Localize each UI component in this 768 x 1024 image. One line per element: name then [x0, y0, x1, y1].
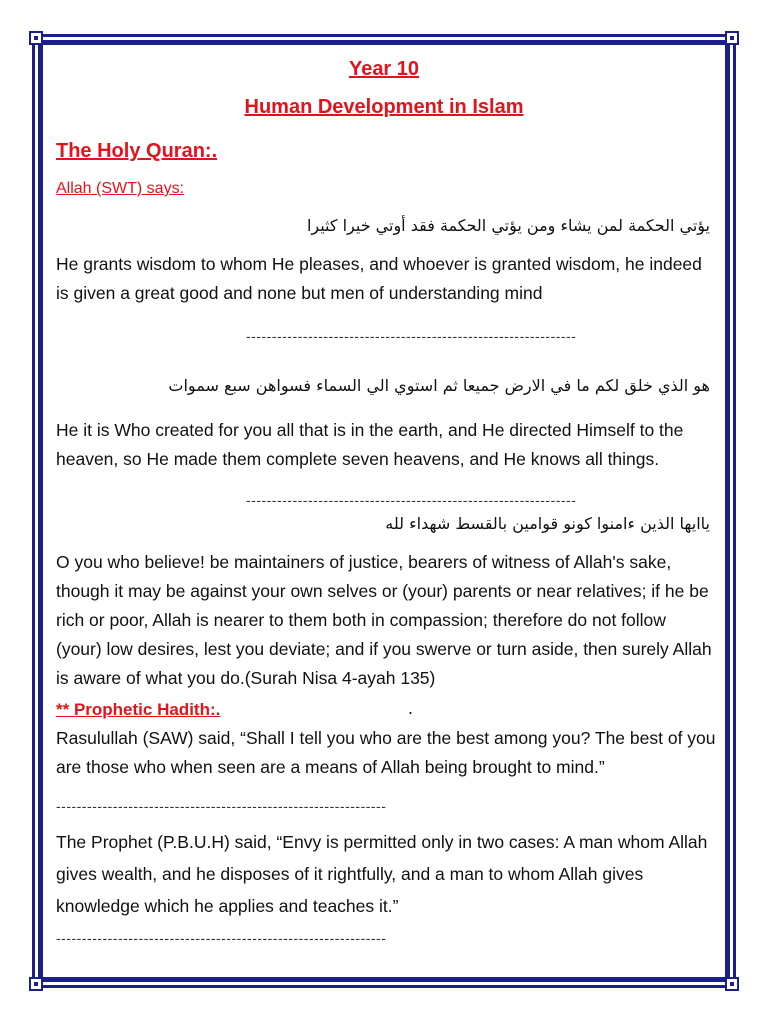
corner-ornament-bottom-left — [29, 977, 43, 991]
verse-2-english: He it is Who created for you all that is in the earth, and He directed Himself to the heaven, so He made them complete seven heavens, and He knows all things. — [56, 420, 684, 469]
year-title: Year 10 — [348, 58, 420, 80]
corner-ornament-bottom-right — [725, 977, 739, 991]
quran-heading: The Holy Quran:. — [56, 140, 218, 162]
verse-1-arabic: يؤتي الحكمة لمن يشاء ومن يؤتي الحكمة فقد أوتي خيرا كثيرا — [306, 216, 710, 235]
corner-ornament-top-right — [725, 31, 739, 45]
stray-dot: . — [408, 698, 414, 718]
quran-intro: Allah (SWT) says: — [56, 180, 185, 197]
separator-line: ---------------------------------------------------------------- — [246, 328, 577, 344]
separator-line: ---------------------------------------------------------------- — [246, 492, 577, 508]
subject-title: Human Development in Islam — [244, 96, 524, 118]
verse-1-english: He grants wisdom to whom He pleases, and whoever is granted wisdom, he indeed is given a great good and none but men of understanding mind — [56, 254, 702, 303]
hadith-1-text: Rasulullah (SAW) said, “Shall I tell you who are the best among you? The best of you are those who when seen are a means of Allah being brought to mind.” — [56, 728, 716, 777]
hadith-2-text: The Prophet (P.B.U.H) said, “Envy is permitted only in two cases: A man whom Allah gives wealth, and he disposes of it rightfully, and a man to whom Allah gives knowledge which he applies and teaches it.” — [56, 832, 708, 916]
hadith-heading: ** Prophetic Hadith:. — [56, 700, 221, 719]
separator-line: ---------------------------------------------------------------- — [56, 798, 387, 814]
separator-line: ---------------------------------------------------------------- — [56, 930, 387, 946]
verse-2-arabic: هو الذي خلق لكم ما في الارض جميعا ثم استوي الي السماء فسواهن سبع سموات — [168, 376, 710, 395]
verse-3-english: O you who believe! be maintainers of justice, bearers of witness of Allah's sake, though it may be against your own selves or (your) parents or near relatives; if he be rich or poor, Allah is nearer to them both in compassion; therefore do not follow (your) low desires, lest you deviate; and if you swerve or turn aside, then surely Allah is aware of what you do.(Surah Nisa 4-ayah 135) — [56, 552, 712, 688]
corner-ornament-top-left — [29, 31, 43, 45]
verse-3-arabic: ياايها الذين ءامنوا كونو قوامين بالقسط شهداء لله — [385, 514, 710, 533]
